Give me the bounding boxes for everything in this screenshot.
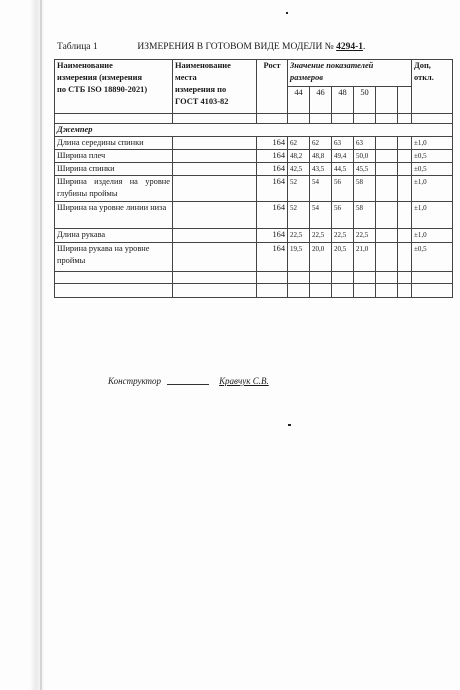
- empty-cell: [376, 163, 398, 176]
- value-cell: 52: [288, 202, 310, 229]
- table-row: [55, 176, 453, 202]
- header-height: Рост: [257, 60, 288, 114]
- table-row: [55, 137, 453, 150]
- measure-name: Ширина рукава на уровне проймы: [55, 243, 173, 272]
- table-row: [55, 150, 453, 163]
- empty-cell: [412, 114, 453, 124]
- empty-cell: [257, 284, 288, 298]
- value-cell: 62: [310, 137, 332, 150]
- empty-cell: [376, 87, 398, 114]
- empty-cell: [376, 176, 398, 202]
- scan-speck: [288, 424, 291, 426]
- value-cell: 45,5: [354, 163, 376, 176]
- signature-line: [108, 376, 269, 386]
- height-cell: 164: [257, 202, 288, 229]
- value-cell: 56: [332, 202, 354, 229]
- empty-cell: [288, 272, 310, 284]
- empty-cell: [376, 114, 398, 124]
- empty-cell: [354, 114, 376, 124]
- empty-cell: [354, 272, 376, 284]
- empty-cell: [173, 114, 257, 124]
- value-cell: 52: [288, 176, 310, 202]
- document-title: ИЗМЕРЕНИЯ В ГОТОВОМ ВИДЕ МОДЕЛИ №: [137, 42, 334, 52]
- value-cell: 22,5: [354, 229, 376, 243]
- value-cell: 49,4: [332, 150, 354, 163]
- height-cell: 164: [257, 243, 288, 272]
- empty-cell: [398, 272, 412, 284]
- empty-cell: [173, 150, 257, 163]
- value-cell: 43,5: [310, 163, 332, 176]
- empty-cell: [173, 272, 257, 284]
- value-cell: 22,5: [310, 229, 332, 243]
- value-cell: 63: [332, 137, 354, 150]
- height-cell: 164: [257, 163, 288, 176]
- empty-cell: [398, 202, 412, 229]
- tolerance-cell: ±0,5: [412, 163, 453, 176]
- table-row: [55, 163, 453, 176]
- tolerance-cell: ±1,0: [412, 229, 453, 243]
- model-number: 4294-1: [336, 42, 364, 52]
- value-cell: 58: [354, 176, 376, 202]
- signature-role: Конструктор: [108, 376, 162, 386]
- tolerance-cell: ±1,0: [412, 202, 453, 229]
- value-cell: 20,5: [332, 243, 354, 272]
- value-cell: 48,8: [310, 150, 332, 163]
- empty-cell: [173, 243, 257, 272]
- scan-edge-line: [40, 0, 42, 690]
- value-cell: 56: [332, 176, 354, 202]
- empty-cell: [173, 202, 257, 229]
- empty-cell: [310, 284, 332, 298]
- empty-cell: [376, 137, 398, 150]
- measure-name: Длина рукава: [55, 229, 173, 243]
- table-row: [55, 243, 453, 272]
- empty-cell: [332, 114, 354, 124]
- empty-cell: [376, 272, 398, 284]
- empty-cell: [310, 114, 332, 124]
- empty-cell: [55, 272, 173, 284]
- value-cell: 48,2: [288, 150, 310, 163]
- size-header: 44: [288, 87, 310, 114]
- value-cell: 50,0: [354, 150, 376, 163]
- size-header: 48: [332, 87, 354, 114]
- table-row: [55, 272, 453, 284]
- empty-cell: [398, 176, 412, 202]
- tolerance-cell: ±0,5: [412, 150, 453, 163]
- table-row: [55, 202, 453, 229]
- signature-name: Кравчук С.В.: [219, 376, 269, 386]
- header-gost-name: Наименование места измерения по ГОСТ 4103-82: [173, 60, 257, 114]
- table-caption: [57, 42, 417, 52]
- measure-name: Ширина изделия на уровне глубины проймы: [55, 176, 173, 202]
- empty-cell: [412, 272, 453, 284]
- empty-cell: [310, 272, 332, 284]
- value-cell: 62: [288, 137, 310, 150]
- empty-cell: [55, 284, 173, 298]
- tolerance-cell: ±1,0: [412, 137, 453, 150]
- height-cell: 164: [257, 176, 288, 202]
- empty-cell: [398, 114, 412, 124]
- height-cell: 164: [257, 150, 288, 163]
- measure-name: Ширина спинки: [55, 163, 173, 176]
- measure-name: Ширина плеч: [55, 150, 173, 163]
- empty-cell: [173, 229, 257, 243]
- value-cell: 22,5: [332, 229, 354, 243]
- caption-end: .: [363, 42, 366, 52]
- value-cell: 20,0: [310, 243, 332, 272]
- empty-cell: [398, 284, 412, 298]
- empty-cell: [398, 150, 412, 163]
- empty-cell: [398, 229, 412, 243]
- tolerance-cell: ±1,0: [412, 176, 453, 202]
- height-cell: 164: [257, 229, 288, 243]
- measure-name: Длина середины спинки: [55, 137, 173, 150]
- empty-cell: [354, 284, 376, 298]
- value-cell: 54: [310, 202, 332, 229]
- empty-cell: [257, 272, 288, 284]
- table-row: [55, 284, 453, 298]
- empty-cell: [376, 243, 398, 272]
- empty-cell: [55, 114, 173, 124]
- signature-blank: [167, 384, 209, 385]
- empty-cell: [173, 176, 257, 202]
- empty-cell: [332, 272, 354, 284]
- header-iso-name: Наименование измерения (измерения по СТБ ISO 18890-2021): [55, 60, 173, 114]
- empty-cell: [376, 284, 398, 298]
- empty-cell: [412, 284, 453, 298]
- empty-cell: [288, 114, 310, 124]
- value-cell: 58: [354, 202, 376, 229]
- empty-cell: [376, 150, 398, 163]
- empty-cell: [332, 284, 354, 298]
- value-cell: 22,5: [288, 229, 310, 243]
- empty-cell: [257, 114, 288, 124]
- value-cell: 21,0: [354, 243, 376, 272]
- empty-cell: [376, 202, 398, 229]
- empty-cell: [288, 284, 310, 298]
- empty-cell: [173, 284, 257, 298]
- empty-cell: [398, 137, 412, 150]
- header-values: Значение показателей размеров: [288, 60, 412, 87]
- height-cell: 164: [257, 137, 288, 150]
- value-cell: 63: [354, 137, 376, 150]
- empty-cell: [376, 229, 398, 243]
- header-tolerance: Доп, откл.: [412, 60, 453, 114]
- empty-cell: [398, 87, 412, 114]
- scan-speck: [286, 12, 288, 14]
- table-row: [55, 229, 453, 243]
- tolerance-cell: ±0,5: [412, 243, 453, 272]
- value-cell: 19,5: [288, 243, 310, 272]
- value-cell: 44,5: [332, 163, 354, 176]
- value-cell: 42,5: [288, 163, 310, 176]
- empty-cell: [398, 163, 412, 176]
- size-header: 46: [310, 87, 332, 114]
- measurements-table: [54, 59, 453, 298]
- measure-name: Ширина на уровне линии низа: [55, 202, 173, 229]
- empty-cell: [173, 137, 257, 150]
- value-cell: 54: [310, 176, 332, 202]
- empty-cell: [398, 243, 412, 272]
- table-label: Таблица 1: [57, 42, 98, 52]
- empty-cell: [173, 163, 257, 176]
- size-header: 50: [354, 87, 376, 114]
- section-title: Джемпер: [55, 124, 453, 137]
